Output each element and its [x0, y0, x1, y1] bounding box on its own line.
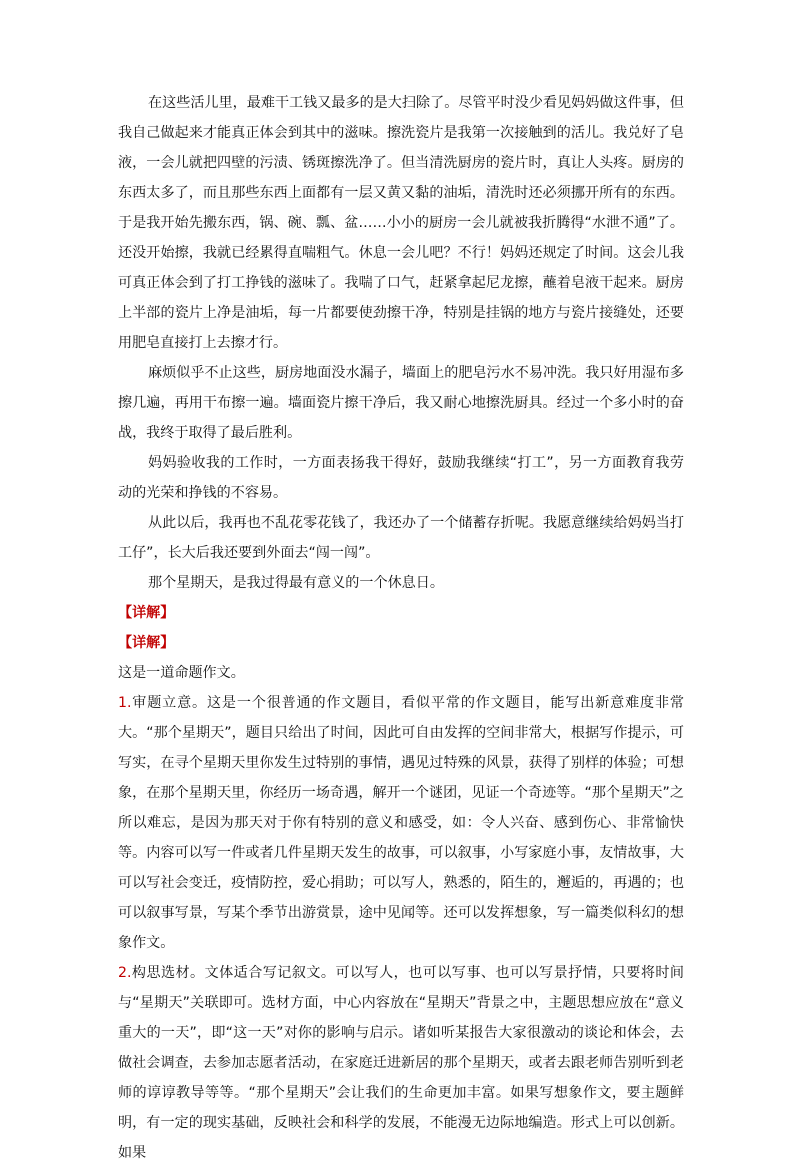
essay-paragraph-1: 在这些活儿里，最难干工钱又最多的是大扫除了。尽管平时没少看见妈妈做这件事，但我自己做起来才能真正体会到其中的滋味。擦洗瓷片是我第一次接触到的活儿。我兑好了皂液，一会儿就把四壁的污渍、锈斑擦洗净了。但当清洗厨房的瓷片时，真让人头疼。厨房的东西太多了，而且那些东西上面都有一层又黄又黏的油垢，清洗时还必须挪开所有的东西。于是我开始先搬东西，锅、碗、瓢、盆……小小的厨房一会儿就被我折腾得“水泄不通”了。还没开始擦，我就已经累得直喘粗气。休息一会儿吧？不行！妈妈还规定了时间。这会儿我可真正体会到了打工挣钱的滋味了。我喘了口气，赶紧拿起尼龙擦，蘸着皂液干起来。厨房上半部的瓷片上净是油垢，每一片都要使劲擦干净，特别是挂锅的地方与瓷片接缝处，还要用肥皂直接打上去擦才行。: [118, 95, 684, 351]
document-page: [118, 88, 684, 1168]
point-number: 2.: [118, 965, 132, 981]
analysis-intro: 这是一道命题作文。: [118, 665, 245, 681]
analysis-point-1: [118, 688, 684, 958]
point-text: 构思选材。文体适合写记叙文。可以写人，也可以写事、也可以写景抒情，只要将时间与“星期天”关联即可。选材方面，中心内容放在“星期天”背景之中，主题思想应放在“意义重大的一天”，即“这一天”对你的影响与启示。诸如听某报告大家很激动的谈论和体会，去做社会调查，去参加志愿者活动，在家庭迁进新居的那个星期天，或者去跟老师告别听到老师的谆谆教导等等。“那个星期天”会让我们的生命更加丰富。如果写想象作文，要主题鲜明，有一定的现实基础，反映社会和科学的发展，不能漫无边际地编造。形式上可以创新。如果: [118, 965, 684, 1161]
analysis-point-2: [118, 958, 684, 1168]
section-heading-detail-2: 【详解】: [118, 635, 175, 651]
essay-paragraph-2: 麻烦似乎不止这些，厨房地面没水漏子，墙面上的肥皂污水不易冲洗。我只好用湿布多擦几遍，再用干布擦一遍。墙面瓷片擦干净后，我又耐心地擦洗厨具。经过一个多小时的奋战，我终于取得了最后胜利。: [118, 365, 684, 441]
essay-paragraph-4: 从此以后，我再也不乱花零花钱了，我还办了一个储蓄存折呢。我愿意继续给妈妈当打工仔”，长大后我还要到外面去“闯一闯”。: [118, 515, 684, 561]
essay-paragraph-3: 妈妈验收我的工作时，一方面表扬我干得好，鼓励我继续“打工”，另一方面教育我劳动的光荣和挣钱的不容易。: [118, 455, 684, 501]
section-heading-detail: 【详解】: [118, 605, 175, 621]
point-text: 审题立意。这是一个很普通的作文题目，看似平常的作文题目，能写出新意难度非常大。“那个星期天”，题目只给出了时间，因此可自由发挥的空间非常大，根据写作提示，可写实，在寻个星期天里你发生过特别的事情，遇见过特殊的风景，获得了别样的体验；可想象，在那个星期天里，你经历一场奇遇，解开一个谜团，见证一个奇迹等。“那个星期天”之所以难忘，是因为那天对于你有特别的意义和感受，如：令人兴奋、感到伤心、非常愉快等。内容可以写一件或者几件星期天发生的故事，可以叙事，小写家庭小事，友情故事，大可以写社会变迁，疫情防控，爱心捐助；可以写人，熟悉的，陌生的，邂逅的，再遇的；也可以叙事写景，写某个季节出游赏景，途中见闻等。还可以发挥想象，写一篇类似科幻的想象作文。: [118, 695, 684, 951]
point-number: 1.: [118, 695, 132, 711]
essay-paragraph-5: 那个星期天，是我过得最有意义的一个休息日。: [148, 575, 444, 591]
